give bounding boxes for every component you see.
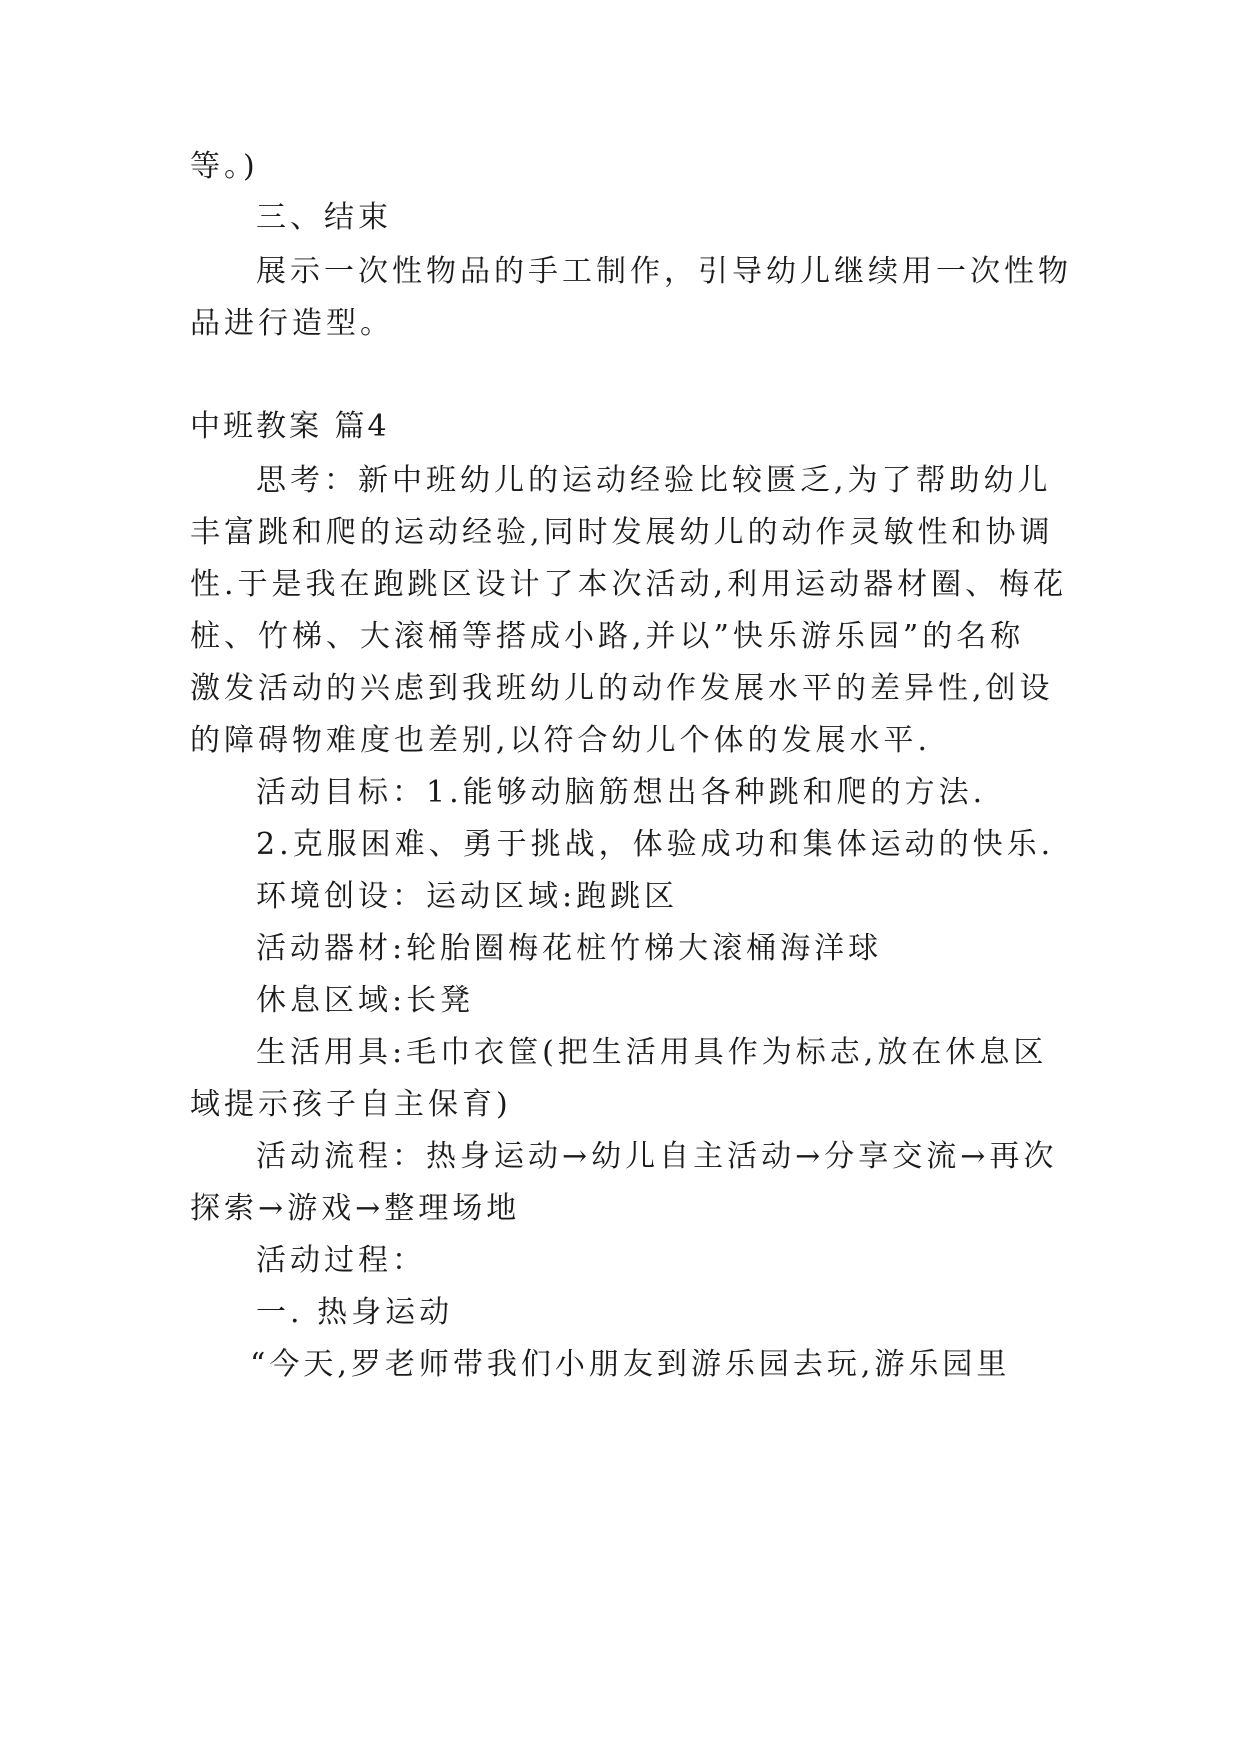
section-heading: 三、结束 bbox=[256, 200, 392, 235]
text-line: 活动器材:轮胎圈梅花桩竹梯大滚桶海洋球 bbox=[256, 931, 883, 966]
text-line: 思考：新中班幼儿的运动经验比较匮乏,为了帮助幼儿 bbox=[256, 463, 1052, 498]
text-line: 等。) bbox=[190, 149, 259, 184]
text-line: 的障碍物难度也差别,以符合幼儿个体的发展水平. bbox=[190, 723, 932, 758]
text-line: 激发活动的兴虑到我班幼儿的动作发展水平的差异性,创设 bbox=[190, 671, 1054, 706]
text-line: 生活用具:毛巾衣筐(把生活用具作为标志,放在休息区 bbox=[256, 1035, 1048, 1070]
section-heading: 一. 热身运动 bbox=[256, 1295, 454, 1330]
text-line: “今天,罗老师带我们小朋友到游乐园去玩,游乐园里 bbox=[250, 1347, 1011, 1382]
text-line: 域提示孩子自主保育) bbox=[190, 1087, 512, 1122]
text-line: 活动过程： bbox=[256, 1243, 426, 1278]
text-line: 性.于是我在跑跳区设计了本次活动,利用运动器材圈、梅花 bbox=[190, 567, 1068, 602]
article-title: 中班教案 篇4 bbox=[190, 409, 390, 444]
text-line: 休息区域:长凳 bbox=[256, 983, 475, 1018]
text-line: 环境创设：运动区域:跑跳区 bbox=[256, 879, 679, 914]
text-line: 品进行造型。 bbox=[190, 306, 394, 341]
text-line: 探索→游戏→整理场地 bbox=[190, 1191, 521, 1226]
text-line: 活动目标：1.能够动脑筋想出各种跳和爬的方法. bbox=[256, 775, 987, 810]
text-line: 展示一次性物品的手工制作，引导幼儿继续用一次性物 bbox=[256, 254, 1072, 289]
text-line: 桩、竹梯、大滚桶等搭成小路,并以”快乐游乐园”的名称 bbox=[190, 619, 1025, 654]
text-line: 活动流程：热身运动→幼儿自主活动→分享交流→再次 bbox=[256, 1139, 1058, 1174]
text-line: 丰富跳和爬的运动经验,同时发展幼儿的动作灵敏性和协调 bbox=[190, 515, 1054, 550]
text-line: 2.克服困难、勇于挑战，体验成功和集体运动的快乐. bbox=[256, 827, 1055, 862]
